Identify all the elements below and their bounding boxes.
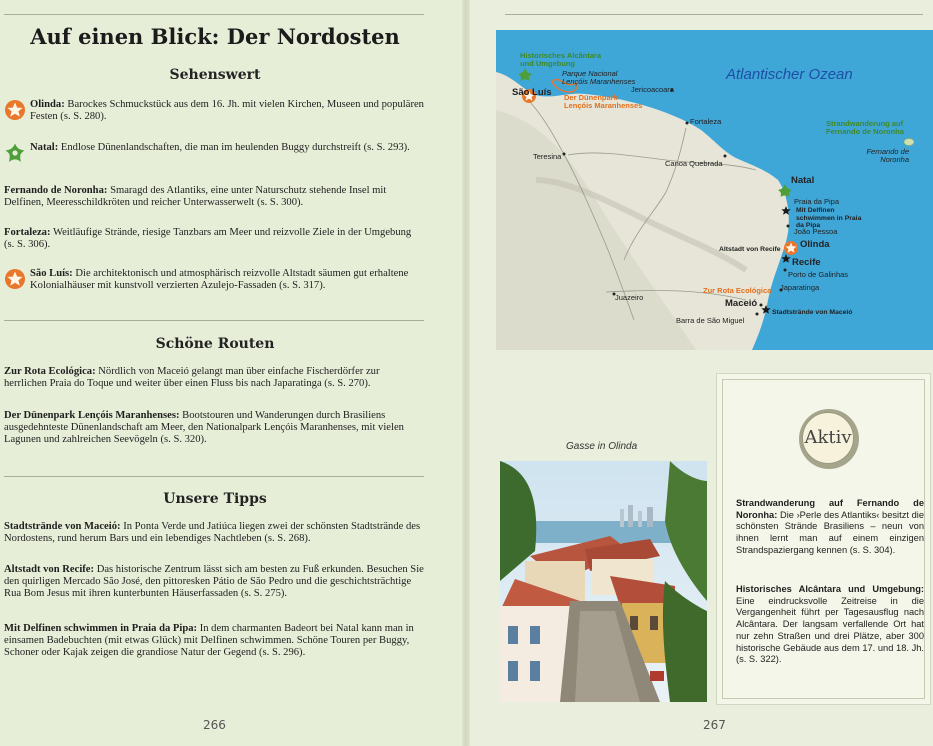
aktiv-box [716, 373, 931, 705]
orange-star-icon [4, 268, 26, 290]
map-label-stadtstraende: Stadtstrände von Maceió [772, 309, 853, 316]
aktiv-badge [799, 409, 859, 469]
map-label-strandwanderung: Strandwanderung auf Fernando de Noronha [826, 119, 904, 136]
page-number: 267 [703, 718, 726, 732]
map-label-delfine: Mit Delfinen schwimmen in Praia da Pipa [796, 207, 862, 229]
route-duenenpark: Der Dünenpark Lençóis Maranhenses: Bootstouren und Wanderungen durch Brasiliens ausgedehnteste Dünenlandschaft am Meer, den Nationalpark Lençóis Maranhenses, mit vielen Lagunen und zahlreichen Seevögeln (s. S. 320). [4, 410, 404, 445]
tipp-delfine: Mit Delfinen schwimmen in Praia da Pipa: In dem charmanten Badeort bei Natal kann man in einsamen Badebuchten (mit etwas Glück) mit Delfinen schwimmen. Schöne Touren per Buggy, Schoner oder Kajak zeigen die grandiose Natur der Gegend (s. S. 296). [4, 623, 414, 658]
sehenswert-fernando: Fernando de Noronha: Smaragd des Atlantiks, eine unter Naturschutz stehende Insel mit Delfinen, Meeresschildkröten und reicher Unterwasserwelt (s. S. 300). [4, 185, 387, 208]
page-title: Auf einen Blick: Der Nordosten [30, 24, 400, 49]
olinda-photo [500, 461, 707, 702]
map-label-recife: Recife [792, 257, 821, 268]
map-label-canoa: Canoa Quebrada [665, 159, 723, 168]
map-label-fernando: Fernando de Noronha [866, 147, 909, 164]
heading-routen: Schöne Routen [155, 336, 275, 352]
top-rule [505, 14, 923, 15]
sehenswert-fortaleza: Fortaleza: Weitläufige Strände, riesige Tanzbars am Meer und reizvolle Ziele in der Umgebung (s. S. 306). [4, 227, 412, 250]
top-rule [4, 14, 424, 15]
orange-star-icon [784, 241, 798, 255]
heading-tipps: Unsere Tipps [163, 491, 267, 507]
book-gutter [462, 0, 470, 746]
black-star-icon [781, 254, 790, 263]
map-label-teresina: Teresina [533, 152, 562, 161]
tipp-altstadt-recife: Altstadt von Recife: Das historische Zentrum lässt sich am besten zu Fuß erkunden. Besuchen Sie den quirligen Mercado São José, den pittoresken Pátio de São Pedro und die geschichtsträchtige Rua Bom Jesus mit ihren kunterbunten Häuserfassaden (s. S. 275). [4, 564, 424, 599]
map-label-juazeiro: Juazeiro [615, 293, 644, 302]
aktiv-entry-fernando: Strandwanderung auf Fernando de Noronha: Die ›Perle des Atlantiks‹ besitzt die schönsten Strände Brasiliens – neun von ihnen lernt man auf einem einzigen Strandspaziergang kennen (s. S. 304). [736, 498, 924, 555]
ocean-label: Atlantischer Ozean [726, 66, 853, 83]
map-label-pipa: Praia da Pipa [794, 197, 840, 206]
green-star-icon [4, 142, 26, 164]
region-map [496, 30, 933, 350]
sehenswert-natal: Natal: Endlose Dünenlandschaften, die man im heulenden Buggy durchstreift (s. S. 293). [30, 142, 410, 153]
section-rule [4, 476, 424, 477]
map-label-duenenpark: Der Dünenpark Lençóis Maranhenses [564, 93, 643, 110]
map-label-barra: Barra de São Miguel [676, 316, 745, 325]
map-label-sao-luis: São Luís [512, 87, 552, 98]
photo-caption: Gasse in Olinda [566, 441, 638, 452]
map-label-olinda: Olinda [800, 239, 830, 250]
map-label-galinhas: Porto de Galinhas [788, 270, 849, 279]
aktiv-entry-alcantara: Historisches Alcântara und Umgebung: Eine eindrucksvolle Zeitreise in die Vergangenheit führt per Tagesausflug nach Alcântara. Der langsam verfallende Ort hat nur zehn Straßen und drei Plätze, aber 300 historische Gebäude aus dem 17. und 18. Jh. (s. S. 322). [736, 584, 924, 665]
map-label-altstadt-recife: Altstadt von Recife [719, 246, 781, 253]
aktiv-box-frame [722, 379, 925, 699]
tipp-stadtstraende: Stadtstrände von Maceió: In Ponta Verde und Jatiúca liegen zwei der schönsten Stadtstrände des Nordostens, rund herum Bars und ein lebendiges Nachtleben (s. S. 268). [4, 521, 421, 544]
aktiv-badge-label: Aktiv [802, 412, 854, 464]
section-rule [4, 320, 424, 321]
map-label-natal: Natal [791, 175, 815, 186]
route-rota-ecologica: Zur Rota Ecológica: Nördlich von Maceió gelangt man über einfache Fischerdörfer zur herrlichen Praia do Toque und weiter über einen Fluss bis nach Japaratinga (s. S. 270). [4, 366, 380, 389]
heading-sehenswert: Sehenswert [169, 67, 261, 83]
map-label-japaratinga: Japaratinga [780, 283, 820, 292]
map-label-maceio: Maceió [725, 298, 758, 309]
green-star-icon [518, 68, 532, 81]
map-label-joao-pessoa: João Pessoa [794, 227, 838, 236]
map-label-jericoacoara: Jericoacoara [631, 85, 674, 94]
map-label-hist-alcantara: Historisches Alcântara und Umgebung [520, 51, 602, 68]
sehenswert-olinda: Olinda: Barockes Schmuckstück aus dem 16. Jh. mit vielen Kirchen, Museen und populären Festen (s. S. 280). [30, 99, 424, 122]
sehenswert-sao-luis: São Luís: Die architektonisch und atmosphärisch reizvolle Altstadt säumen gut erhaltene Kolonialhäuser mit kunstvoll verzierten Azulejo-Fassaden (s. S. 317). [30, 268, 409, 291]
map-label-rota: Zur Rota Ecológica [703, 286, 772, 295]
map-label-parque: Parque Nacional Lençóis Maranhenses [562, 69, 636, 86]
map-label-fortaleza: Fortaleza [690, 117, 722, 126]
orange-star-icon [4, 99, 26, 121]
page-number: 266 [203, 718, 226, 732]
